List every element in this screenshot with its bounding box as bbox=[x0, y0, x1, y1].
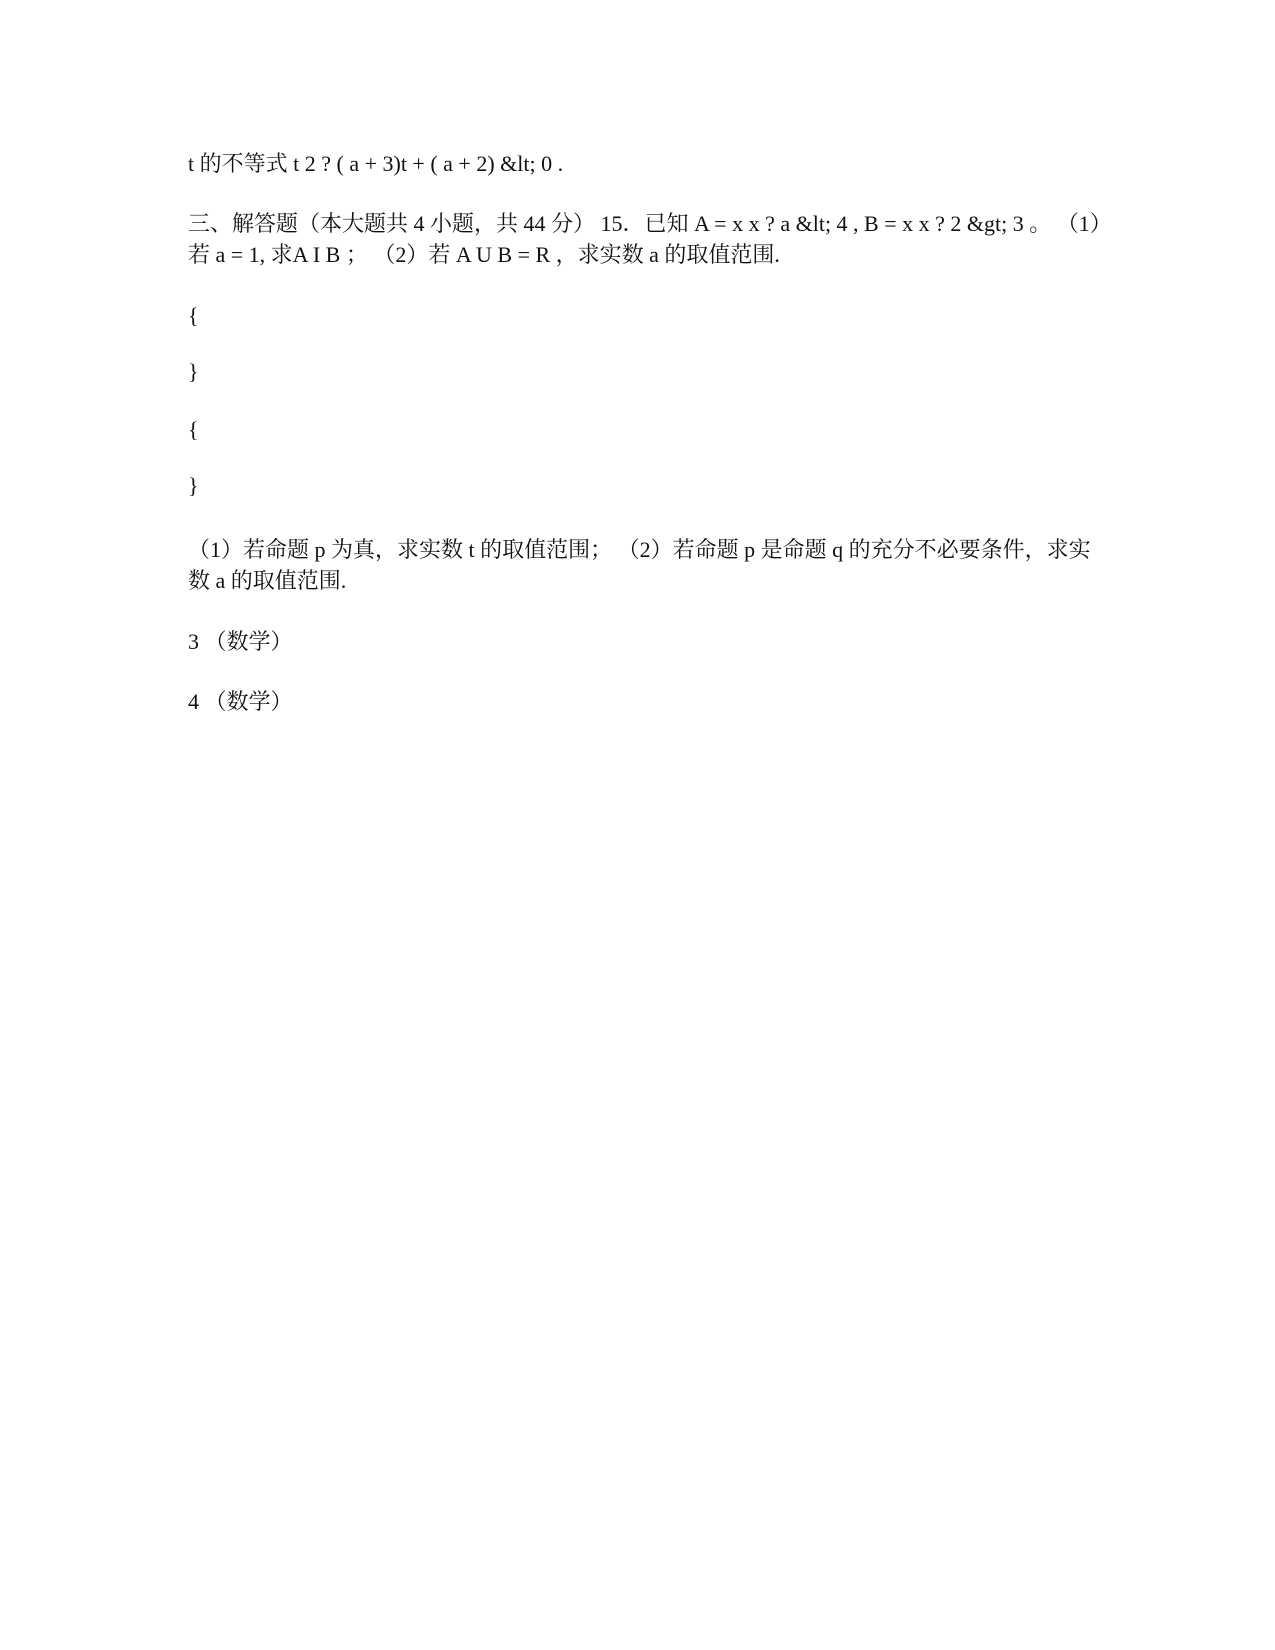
page-footer-3: 3 （数学） bbox=[188, 629, 293, 654]
inequality-line: t 的不等式 t 2 ? ( a + 3)t + ( a + 2) &lt; 0 . bbox=[188, 151, 564, 176]
proposition-questions: （1）若命题 p 为真，求实数 t 的取值范围； （2）若命题 p 是命题 q 的充分不必要条件，求实数 a 的取值范围. bbox=[188, 537, 1091, 593]
brace-open-1: { bbox=[188, 303, 199, 328]
page-footer-4: 4 （数学） bbox=[188, 689, 293, 714]
brace-close-1: } bbox=[188, 359, 199, 384]
brace-close-2: } bbox=[188, 473, 199, 498]
brace-open-2: { bbox=[188, 417, 199, 442]
section-three-problem-15: 三、解答题（本大题共 4 小题，共 44 分） 15．已知 A = x x ? a &lt; 4 , B = x x ? 2 &gt; 3 。 （1）若 a = 1, 求A I B ； （2）若 A U B = R ，求实数 a 的取值范围. bbox=[188, 211, 1101, 267]
